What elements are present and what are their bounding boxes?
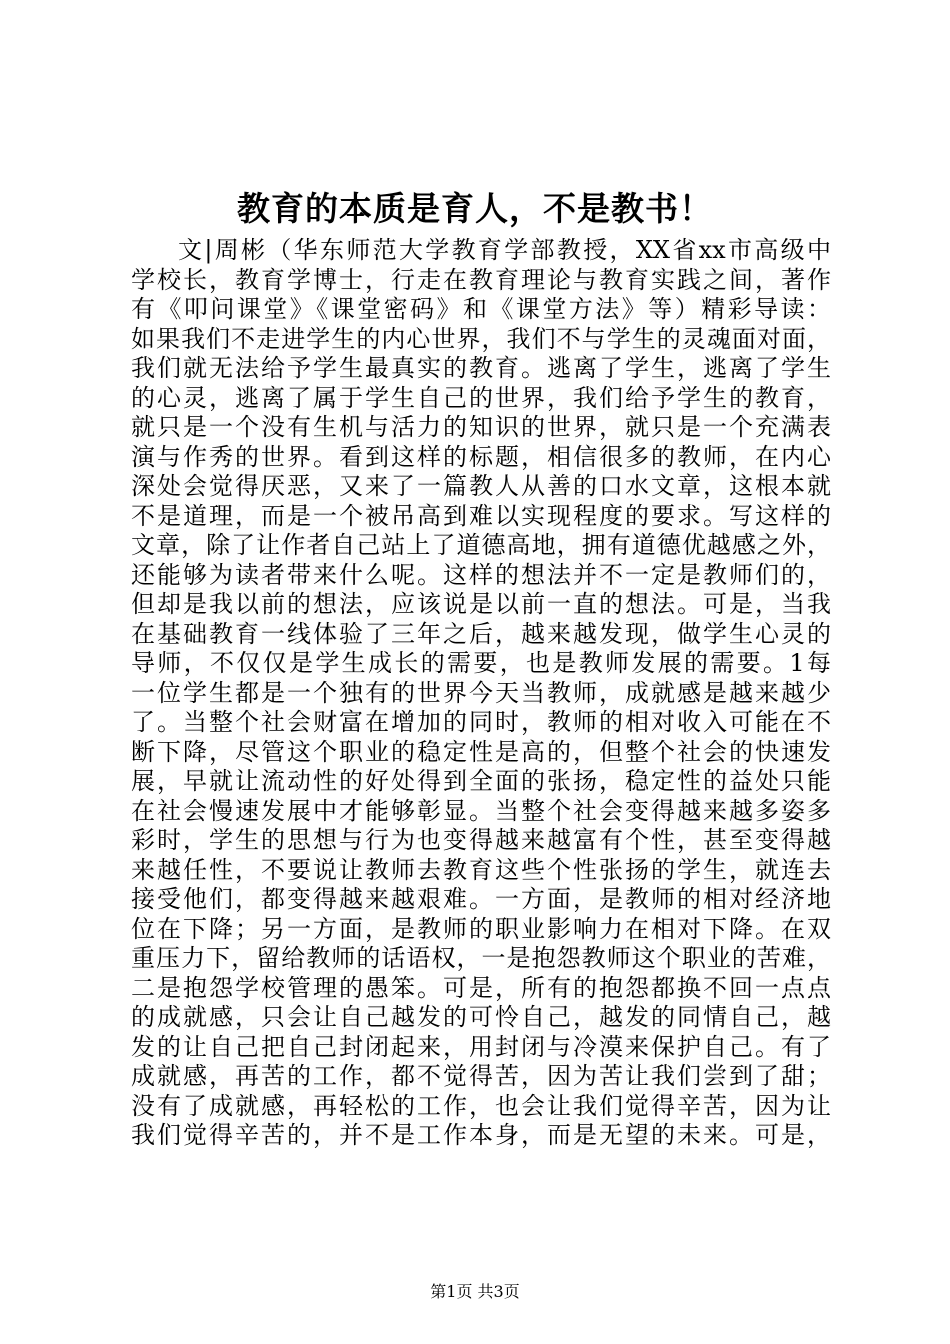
body-line: 发的让自己把自己封闭起来，用封闭与冷漠来保护自己。有了 — [131, 1032, 831, 1061]
body-line: 没有了成就感，再轻松的工作，也会让我们觉得辛苦，因为让 — [131, 1091, 831, 1120]
page-footer: 第1页 共3页 — [430, 1282, 520, 1301]
body-line: 重压力下，留给教师的话语权，一是抱怨教师这个职业的苦难， — [131, 944, 831, 972]
body-line: 位在下降；另一方面，是教师的职业影响力在相对下降。在双 — [131, 914, 831, 943]
body-line: 深处会觉得厌恶，又来了一篇教人从善的口水文章，这根本就 — [131, 472, 831, 500]
body-line: 演与作秀的世界。看到这样的标题，相信很多的教师，在内心 — [131, 442, 831, 471]
body-line: 了。当整个社会财富在增加的同时，教师的相对收入可能在不 — [131, 708, 831, 736]
body-line: 我们就无法给予学生最真实的教育。逃离了学生，逃离了学生 — [131, 354, 831, 382]
body-line: 来越任性，不要说让教师去教育这些个性张扬的学生，就连去 — [131, 855, 831, 884]
body-line: 展，早就让流动性的好处得到全面的张扬，稳定性的益处只能 — [131, 767, 831, 795]
body-line: 一位学生都是一个独有的世界今天当教师，成就感是越来越少 — [131, 678, 831, 707]
body-line: 断下降，尽管这个职业的稳定性是高的，但整个社会的快速发 — [131, 737, 831, 766]
body-line: 学校长，教育学博士，行走在教育理论与教育实践之间，著作 — [131, 265, 831, 294]
body-line: 彩时，学生的思想与行为也变得越来越富有个性，甚至变得越 — [131, 826, 831, 854]
body-line: 的成就感，只会让自己越发的可怜自己，越发的同情自己，越 — [131, 1003, 831, 1031]
body-line: 在社会慢速发展中才能够彰显。当整个社会变得越来越多姿多 — [131, 796, 831, 825]
body-line: 有《叩问课堂》《课堂密码》和《课堂方法》等）精彩导读： — [131, 295, 831, 323]
body-line: 如果我们不走进学生的内心世界，我们不与学生的灵魂面对面， — [131, 324, 831, 353]
body-line: 就只是一个没有生机与活力的知识的世界，就只是一个充满表 — [131, 413, 831, 441]
body-line: 在基础教育一线体验了三年之后，越来越发现，做学生心灵的 — [131, 619, 831, 648]
body-line: 接受他们，都变得越来越艰难。一方面，是教师的相对经济地 — [131, 885, 831, 913]
body-line: 二是抱怨学校管理的愚笨。可是，所有的抱怨都换不回一点点 — [131, 973, 831, 1002]
body-line: 的心灵，逃离了属于学生自己的世界，我们给予学生的教育， — [131, 383, 831, 412]
body-line: 导师，不仅仅是学生成长的需要，也是教师发展的需要。1每 — [131, 649, 831, 677]
body-line: 成就感，再苦的工作，都不觉得苦，因为苦让我们尝到了甜； — [131, 1062, 831, 1090]
article-body — [131, 236, 831, 1151]
body-line: 我们觉得辛苦的，并不是工作本身，而是无望的未来。可是， — [131, 1121, 831, 1149]
body-line: 还能够为读者带来什么呢。这样的想法并不一定是教师们的， — [131, 560, 831, 589]
body-line: 但却是我以前的想法，应该说是以前一直的想法。可是，当我 — [131, 590, 831, 618]
page-title: 教育的本质是育人，不是教书！ — [237, 189, 713, 228]
body-line: 文章，除了让作者自己站上了道德高地，拥有道德优越感之外， — [131, 531, 831, 559]
body-line: 文|周彬（华东师范大学教育学部教授，XX省xx市高级中 — [178, 236, 831, 264]
body-line: 不是道理，而是一个被吊高到难以实现程度的要求。写这样的 — [131, 501, 831, 530]
